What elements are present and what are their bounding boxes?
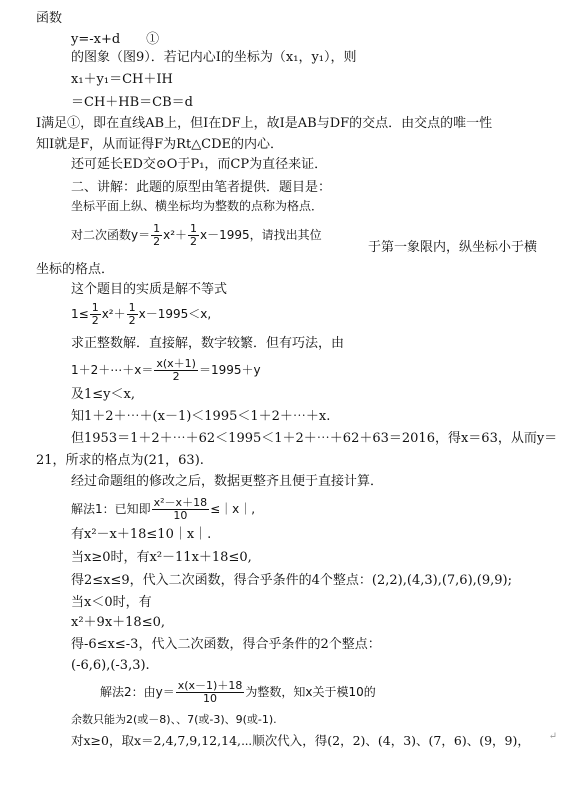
equation-line: x₁＋y₁＝CH＋IH xyxy=(71,72,173,87)
formula-text: x－1995＜x, xyxy=(138,307,212,321)
formula-line xyxy=(71,358,261,383)
fraction-denominator: 2 xyxy=(153,235,161,248)
fraction xyxy=(151,223,162,248)
fraction-numerator: x(x－1)＋18 xyxy=(177,679,243,692)
formula-line xyxy=(100,680,376,705)
text-line: 的图象（图9）．若记内心I的坐标为（x₁，y₁），则 xyxy=(71,50,357,65)
formula-text: 为整数，知x关于模10的 xyxy=(245,685,376,699)
paragraph-mark: ↵ xyxy=(548,731,557,742)
formula-text: ＝1995＋y xyxy=(198,363,261,377)
formula-text: x－1995，请找出其位 xyxy=(200,228,322,242)
fraction-numerator: 1 xyxy=(190,222,198,235)
fraction-denominator: 2 xyxy=(128,314,136,327)
formula-text: 对二次函数y＝ xyxy=(71,228,151,242)
equation-line: (-6,6),(-3,3). xyxy=(71,658,150,673)
equation-line: y=-x+d ① xyxy=(71,32,160,47)
text-line: 得2≤x≤9，代入二次函数，得合乎条件的4个整点：(2,2),(4,3),(7,6),(9,9); xyxy=(71,573,512,588)
formula-text: 1≤ xyxy=(71,307,89,321)
equation-line: 有x²－x＋18≤10｜x｜. xyxy=(71,527,212,542)
formula-text: 1＋2＋⋯＋x＝ xyxy=(71,363,154,377)
equation-line: 当x≥0时，有x²－11x＋18≤0, xyxy=(71,550,252,565)
text-line: 对x≥0，取x＝2,4,7,9,12,14,⋯顺次代入，得(2，2)、(4，3)、(7，6)、(9，9)， xyxy=(71,733,530,748)
formula-line xyxy=(71,497,255,522)
fraction-denominator: 2 xyxy=(172,370,180,383)
text-line: 于第一象限内，纵坐标小于横 xyxy=(368,240,538,255)
text-line: 但1953＝1＋2＋⋯＋62＜1995＜1＋2＋⋯＋62＋63＝2016，得x＝63，从而y＝ xyxy=(71,431,558,446)
formula-line xyxy=(71,302,211,327)
formula-line xyxy=(71,223,322,248)
formula-text: x²＋ xyxy=(163,228,188,242)
text-line: 当x＜0时，有 xyxy=(71,595,152,610)
fraction xyxy=(188,223,199,248)
formula-text: x²＋ xyxy=(101,307,126,321)
equation-line: 及1≤y＜x, xyxy=(71,387,135,402)
formula-text: ≤｜x｜, xyxy=(210,502,256,516)
text-line: 坐标的格点． xyxy=(36,262,115,277)
fraction xyxy=(127,302,138,327)
fraction-denominator: 10 xyxy=(203,692,218,705)
text-line: 坐标平面上纵、横坐标均为整数的点称为格点． xyxy=(71,199,324,213)
fraction-denominator: 2 xyxy=(91,314,99,327)
formula-text: 解法1：已知即 xyxy=(71,502,151,516)
text-line: 还可延长ED交⊙O于P₁，而CP为直径来证． xyxy=(71,157,328,172)
fraction-numerator: x²－x＋18 xyxy=(153,496,208,509)
fraction xyxy=(90,302,101,327)
text-line: 余数只能为2(或－8)、、7(或-3)、9(或-1). xyxy=(71,713,277,726)
equation-line: 知1＋2＋⋯＋(x－1)＜1995＜1＋2＋⋯＋x. xyxy=(71,409,331,424)
fraction-numerator: 1 xyxy=(153,222,161,235)
text-line: 得-6≤x≤-3，代入二次函数，得合乎条件的2个整点： xyxy=(71,637,381,652)
formula-text: 解法2：由y＝ xyxy=(100,685,175,699)
text-line: 21，所求的格点为(21，63). xyxy=(36,453,204,468)
fraction xyxy=(176,680,245,705)
text-line: 经过命题组的修改之后，数据更整齐且便于直接计算． xyxy=(71,474,384,489)
fraction-numerator: x(x＋1) xyxy=(156,357,196,370)
text-line: 求正整数解．直接解，数字较繁．但有巧法，由 xyxy=(71,336,345,351)
text-line: I满足①，即在直线AB上，但I在DF上，故I是AB与DF的交点．由交点的唯一性 xyxy=(36,116,493,131)
text-line: 知I就是F，从而证得F为Rt△CDE的内心． xyxy=(36,137,284,152)
fraction-numerator: 1 xyxy=(91,301,99,314)
text-line: 函数 xyxy=(36,11,63,26)
fraction xyxy=(154,358,198,383)
fraction-denominator: 2 xyxy=(190,235,198,248)
fraction-denominator: 10 xyxy=(173,509,188,522)
equation-line: x²＋9x＋18≤0, xyxy=(71,615,165,630)
text-line: 这个题目的实质是解不等式 xyxy=(71,282,228,297)
equation-line: ＝CH＋HB＝CB＝d xyxy=(71,95,193,110)
fraction-numerator: 1 xyxy=(128,301,136,314)
fraction xyxy=(152,497,209,522)
section-heading: 二、讲解：此题的原型由笔者提供．题目是： xyxy=(71,180,332,195)
